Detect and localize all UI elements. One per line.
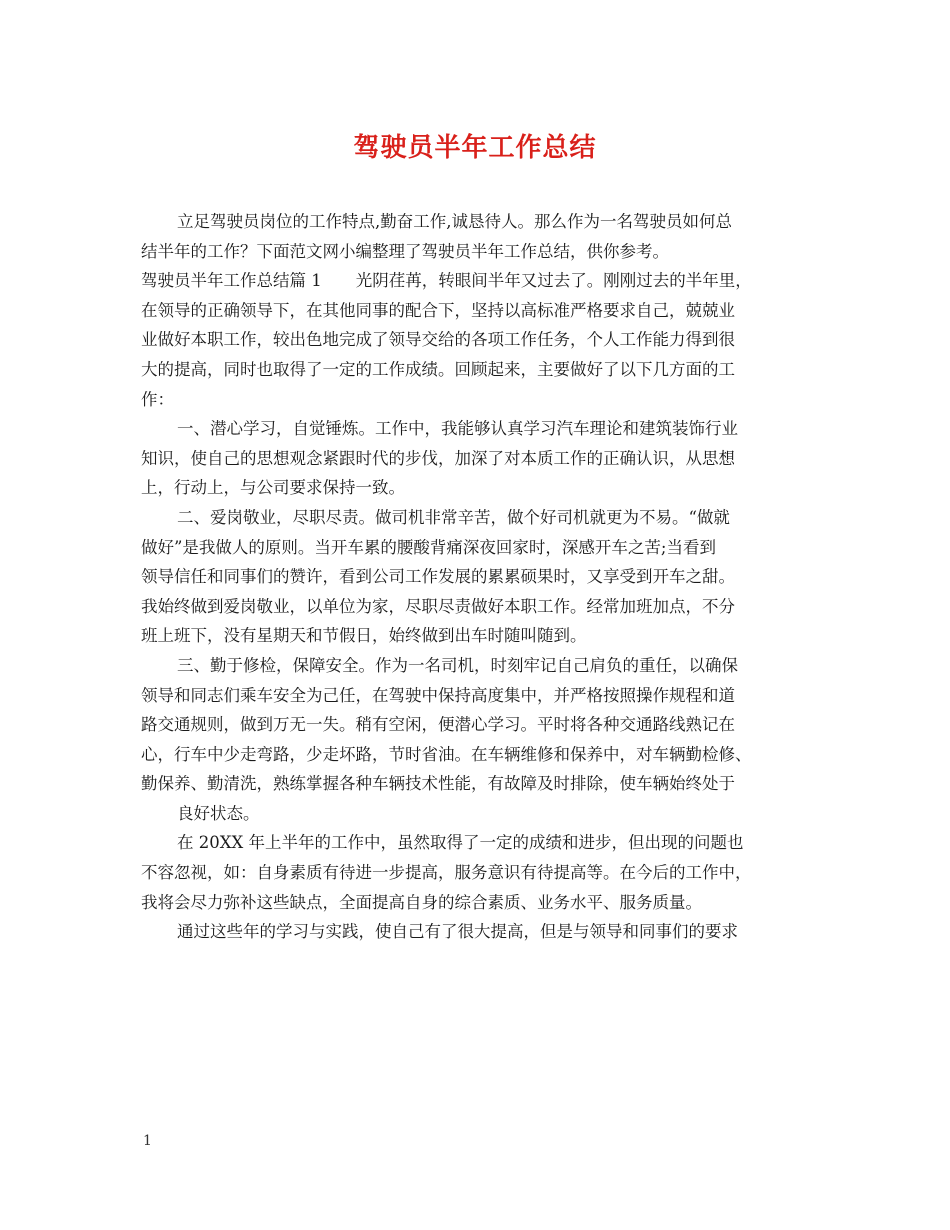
line-text: 上，行动上，与公司要求保持一致。 [141, 478, 405, 498]
line-text: 结半年的工作？下面范文网小编整理了驾驶员半年工作总结，供你参考。 [141, 241, 669, 261]
line-text: 不容忽视，如：自身素质有待进一步提高，服务意识有待提高等。在今后的工作中， [141, 863, 752, 883]
line-text: 班上班下，没有星期天和节假日，始终做到出车时随叫随到。 [141, 626, 587, 646]
line-text: 业做好本职工作，较出色地完成了领导交给的各项工作任务，个人工作能力得到很 [141, 330, 735, 350]
body-line [141, 473, 813, 503]
body-line [141, 385, 813, 415]
body-line [141, 266, 813, 296]
body-line [141, 621, 813, 651]
line-text: 三、勤于修检，保障安全。作为一名司机，时刻牢记自己肩负的重任，以确保 [177, 655, 738, 675]
line-text: 领导和同志们乘车安全为己任，在驾驶中保持高度集中，并严格按照操作规程和道 [141, 685, 735, 705]
body-line [141, 237, 813, 267]
line-text: 大的提高，同时也取得了一定的工作成绩。回顾起来，主要做好了以下几方面的工 [141, 359, 735, 379]
page-number: 1 [143, 1133, 152, 1149]
body-line [141, 769, 813, 799]
body-line [141, 888, 813, 918]
line-text: 立足驾驶员岗位的工作特点,勤奋工作,诚恳待人。那么作为一名驾驶员如何总 [177, 212, 732, 231]
line-text: 作： [141, 389, 174, 409]
section-heading: 驾驶员半年工作总结篇 1 [141, 271, 322, 291]
line-text: 二、爱岗敬业，尽职尽责。做司机非常辛苦，做个好司机就更为不易。“做就 [177, 507, 730, 527]
line-text: 在 20XX 年上半年的工作中，虽然取得了一定的成绩和进步，但出现的问题也 [177, 833, 744, 853]
body-line [141, 858, 813, 888]
body-line [141, 533, 813, 563]
body-line [141, 296, 813, 326]
body-line [141, 740, 813, 770]
line-text: 路交通规则，做到万无一失。稍有空闲，便潜心学习。平时将各种交通路线熟记在 [141, 715, 735, 735]
line-text: 做好”是我做人的原则。当开车累的腰酸背痛深夜回家时，深感开车之苦;当看到 [141, 537, 716, 557]
line-text: 领导信任和同事们的赞许，看到公司工作发展的累累硕果时，又享受到开车之甜。 [141, 567, 735, 587]
body-line [141, 592, 813, 622]
body-line [141, 710, 813, 740]
line-text: 在领导的正确领导下，在其他同事的配合下，坚持以高标准严格要求自己，兢兢业 [141, 300, 735, 320]
body-line [141, 325, 813, 355]
body-line [141, 917, 813, 947]
line-text: 光阴荏苒，转眼间半年又过去了。刚刚过去的半年里， [355, 271, 752, 291]
body-line [141, 681, 813, 711]
line-text: 我始终做到爱岗敬业，以单位为家，尽职尽责做好本职工作。经常加班加点，不分 [141, 596, 735, 616]
line-text: 通过这些年的学习与实践，使自己有了很大提高，但是与领导和同事们的要求 [177, 922, 738, 942]
body-line [141, 207, 813, 237]
body-line [141, 503, 813, 533]
body-line [141, 355, 813, 385]
body-line [141, 828, 813, 858]
body-line [141, 444, 813, 474]
body-line [141, 799, 813, 829]
line-text: 勤保养、勤清洗，熟练掌握各种车辆技术性能，有故障及时排除，使车辆始终处于 [141, 774, 735, 794]
line-text: 良好状态。 [177, 803, 260, 823]
line-text: 我将会尽力弥补这些缺点，全面提高自身的综合素质、业务水平、服务质量。 [141, 892, 702, 912]
document-body [141, 207, 813, 947]
body-line [141, 651, 813, 681]
line-text: 一、潜心学习，自觉锤炼。工作中，我能够认真学习汽车理论和建筑装饰行业 [177, 419, 738, 439]
line-text: 知识，使自己的思想观念紧跟时代的步伐，加深了对本质工作的正确认识，从思想 [141, 448, 735, 468]
page-title: 驾驶员半年工作总结 [353, 133, 597, 163]
body-line [141, 414, 813, 444]
body-line [141, 562, 813, 592]
line-text: 心，行车中少走弯路，少走坏路，节时省油。在车辆维修和保养中，对车辆勤检修、 [141, 744, 752, 764]
